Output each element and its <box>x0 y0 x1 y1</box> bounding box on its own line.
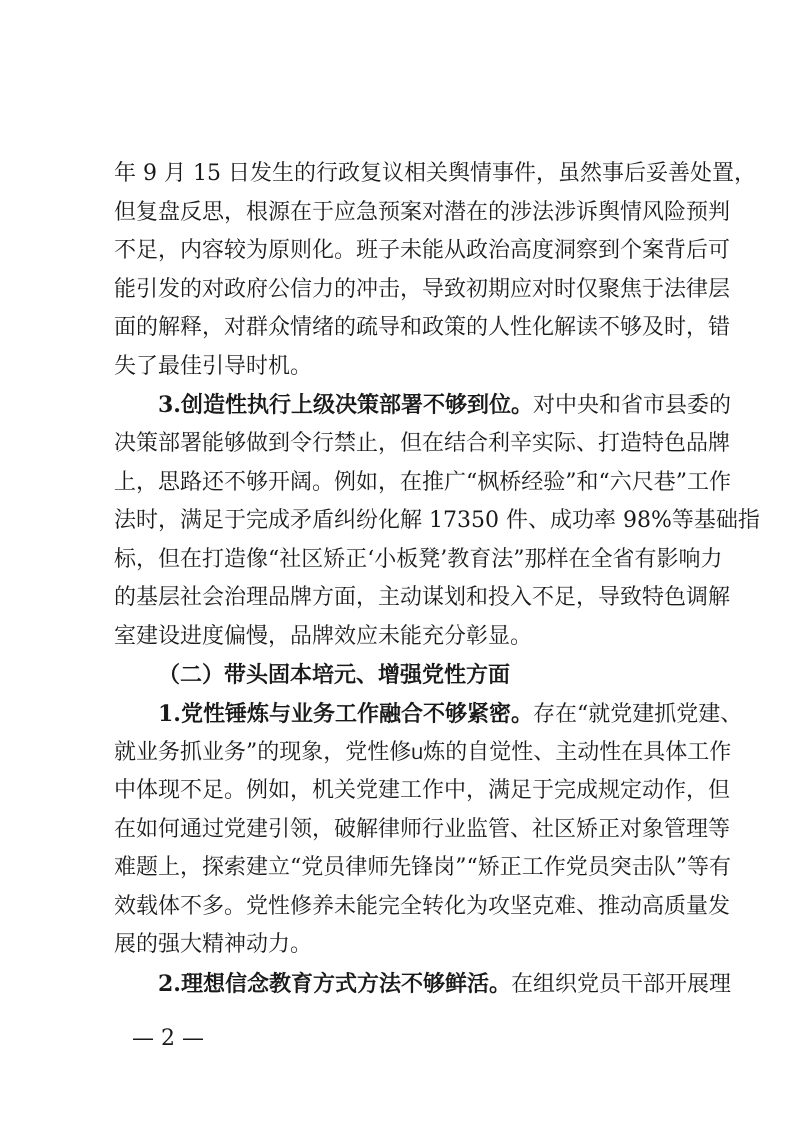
paragraph-text: 对中央和省市县委的 <box>532 393 731 418</box>
paragraph-first-line <box>158 694 743 734</box>
body-line: 展的强大精神动力。 <box>114 932 313 957</box>
body-line: 但复盘反思，根源在于应急预案对潜在的涉法涉诉舆情风险预判 <box>114 200 731 225</box>
body-line: 不足，内容较为原则化。班子未能从政治高度洞察到个案背后可 <box>114 238 731 263</box>
paragraph-heading: 3.创造性执行上级决策部署不够到位。 <box>158 392 533 418</box>
body-line: 难题上，探索建立“党员律师先锋岗”“矫正工作党员突击队”等有 <box>114 855 731 880</box>
paragraph-first-line <box>158 964 731 1004</box>
body-line: 决策部署能够做到令行禁止，但在结合利辛实际、打造特色品牌 <box>114 431 731 456</box>
body-line: 上，思路还不够开阔。例如，在推广“枫桥经验”和“六尺巷”工作 <box>114 470 731 495</box>
body-line: 在如何通过党建引领，破解律师行业监管、社区矫正对象管理等 <box>114 817 731 842</box>
body-line: 就业务抓业务”的现象，党性修ᥙ炼的自觉性、主动性在具体工作 <box>114 740 732 765</box>
paragraph-text: 存在“就党建抓党建、 <box>532 702 743 727</box>
paragraph-text: 在组织党员干部开展理 <box>510 972 731 997</box>
body-line: 室建设进度偏慢，品牌效应未能充分彰显。 <box>114 624 533 649</box>
body-line: 面的解释，对群众情绪的疏导和政策的人性化解读不够及时，错 <box>114 315 731 340</box>
body-line: 失了最佳引导时机。 <box>114 354 313 379</box>
body-line: 法时，满足于完成矛盾纠纷化解 17350 件、成功率 98%等基础指 <box>114 508 760 533</box>
body-line: 的基层社会治理品牌方面，主动谋划和投入不足，导致特色调解 <box>114 585 731 610</box>
paragraph-heading: 2.理想信念教育方式方法不够鲜活。 <box>158 971 511 997</box>
body-line: 标，但在打造像“社区矫正‘小板凳’教育法”那样在全省有影响力 <box>114 547 723 572</box>
body-line: 中体现不足。例如，机关党建工作中，满足于完成规定动作，但 <box>114 778 731 803</box>
paragraph-heading: 1.党性锤炼与业务工作融合不够紧密。 <box>158 701 533 727</box>
page-number: — 2 — <box>132 1026 204 1051</box>
body-line: 年 9 月 15 日发生的行政复议相关舆情事件，虽然事后妥善处置， <box>114 161 756 186</box>
section-heading: （二）带头固本培元、增强党性方面 <box>158 662 511 688</box>
paragraph-first-line <box>158 385 731 425</box>
body-line: 能引发的对政府公信力的冲击，导致初期应对时仅聚焦于法律层 <box>114 277 731 302</box>
body-line: 效载体不多。党性修养未能完全转化为攻坚克难、推动高质量发 <box>114 894 731 919</box>
